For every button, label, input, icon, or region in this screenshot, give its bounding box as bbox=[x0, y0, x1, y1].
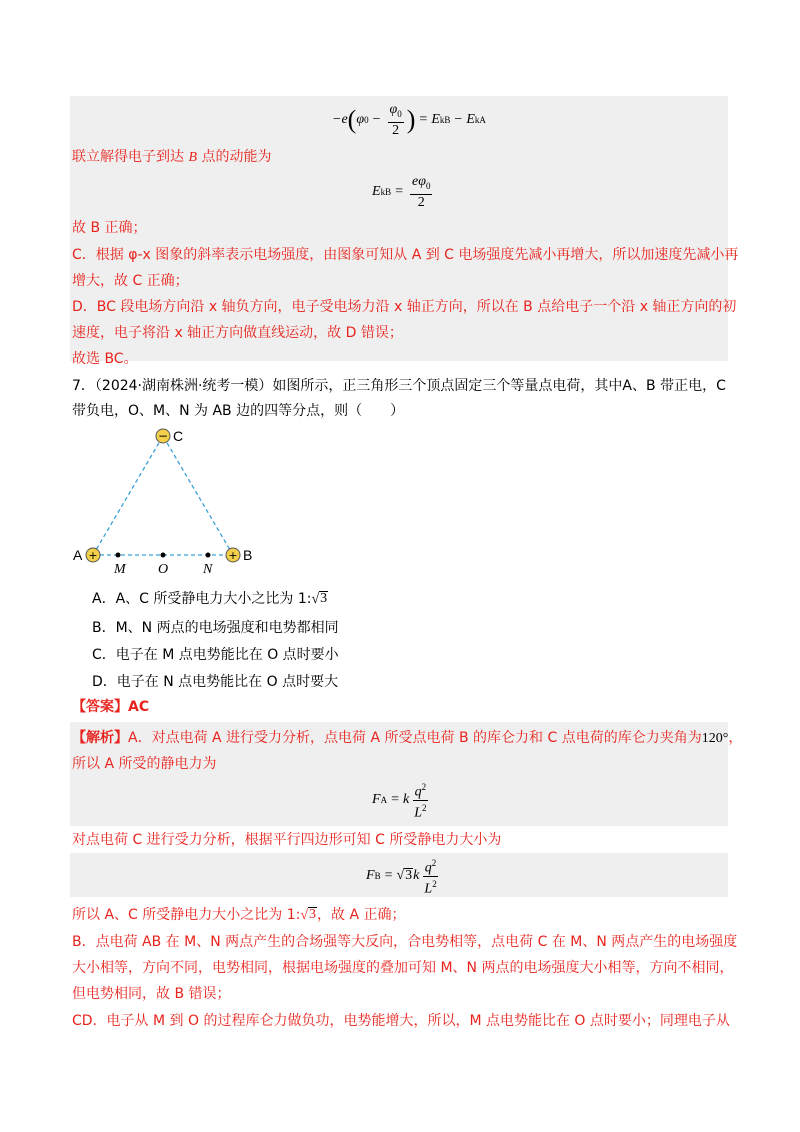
kB-sub: kB bbox=[439, 115, 451, 125]
label-n: N bbox=[203, 562, 213, 574]
fraction bbox=[388, 102, 404, 138]
question7-stem-2: 带负电，O、M、N 为 AB 边的四等分点，则（ ） bbox=[72, 403, 405, 419]
option-d: D．电子在 N 点电势能比在 O 点时要大 bbox=[92, 674, 339, 690]
label-a: A bbox=[73, 547, 83, 563]
E2: E bbox=[466, 112, 475, 127]
option-c: C．电子在 M 点电势能比在 O 点时要小 bbox=[92, 647, 339, 663]
minus: − bbox=[372, 112, 381, 127]
point-o bbox=[161, 553, 166, 558]
analysis-line-1: 【解析】A．对点电荷 A 进行受力分析，点电荷 A 所受点电荷 B 的库仑力和 C 点电荷的库仑力夹角为120°， bbox=[72, 730, 743, 746]
analysis-line-8: CD．电子从 M 到 O 的过程库仑力做负功，电势能增大，所以，M 点电势能比在 O 点时要小；同理电子从 bbox=[72, 1013, 730, 1029]
sign-a: + bbox=[88, 549, 98, 562]
right-paren: ) bbox=[406, 105, 416, 134]
point-n bbox=[206, 553, 211, 558]
line-option-c-1: C．根据 φ-x 图象的斜率表示电场强度，由图象可知从 A 到 C 电场强度先减小再增大，所以加速度先减小再 bbox=[72, 247, 739, 263]
label-c: C bbox=[173, 428, 184, 444]
frac-den: 2 bbox=[392, 122, 400, 138]
formula-kinetic-energy: E kB = $\frac{e\varphi_0}{2}$ bbox=[372, 174, 431, 210]
analysis-line-5: B．点电荷 AB 在 M、N 两点产生的合场强等大反向，合电势相等，点电荷 C 在 M、N 两点产生的电场强度 bbox=[72, 934, 738, 950]
line-b-correct: 故 B 正确； bbox=[72, 220, 147, 236]
analysis-line-4: 所以 A、C 所受静电力大小之比为 1: √ 3 ，故 A 正确； bbox=[72, 907, 406, 923]
triangle-charge-figure bbox=[70, 424, 270, 574]
point-m bbox=[116, 553, 121, 558]
kA-sub: kA bbox=[474, 115, 486, 125]
label-m: M bbox=[114, 562, 126, 574]
line-option-c-2: 增大，故 C 正确； bbox=[72, 273, 189, 289]
option-b: B．M、N 两点的电场强度和电势都相同 bbox=[92, 620, 339, 636]
sign-b: + bbox=[228, 549, 238, 562]
label-o: O bbox=[158, 562, 169, 574]
question7-stem-1: 7．（2024·湖南株洲·统考一模）如图所示，正三角形三个顶点固定三个等量点电荷，其中A、B 带正电，C bbox=[72, 378, 726, 394]
sign-c: − bbox=[157, 429, 169, 443]
line-option-d-1: D．BC 段电场方向沿 x 轴负方向，电子受电场力沿 x 轴正方向，所以在 B 点给电子一个沿 x 轴正方向的初 bbox=[72, 299, 737, 315]
neg-e: −e bbox=[332, 112, 348, 127]
E: E bbox=[431, 112, 440, 127]
line-option-d-2: 速度，电子将沿 x 轴正方向做直线运动，故 D 错误； bbox=[72, 325, 403, 341]
line-choose-bc: 故选 BC。 bbox=[72, 351, 138, 367]
label-b: B bbox=[243, 547, 253, 563]
answer-label: 【答案】AC bbox=[72, 699, 150, 715]
analysis-line-2: 所以 A 所受的静电力为 bbox=[72, 756, 217, 772]
analysis-line-7: 但电势相同，故 B 错误； bbox=[72, 986, 231, 1002]
frac-num-sub: 0 bbox=[397, 108, 402, 119]
formula-energy-equation bbox=[332, 100, 486, 140]
minus2: − bbox=[454, 112, 463, 127]
analysis-line-3: 对点电荷 C 进行受力分析，根据平行四边形可知 C 所受静电力大小为 bbox=[72, 832, 502, 848]
frac-num: φ bbox=[389, 102, 398, 118]
side-bc bbox=[163, 436, 233, 555]
side-ac bbox=[93, 436, 163, 555]
left-paren: ( bbox=[347, 105, 357, 134]
analysis-line-6: 大小相等，方向不同，电势相同，根据电场强度的叠加可知 M、N 两点的电场强度大小相等，方向不相同， bbox=[72, 960, 734, 976]
phi: φ bbox=[356, 112, 365, 127]
phi-sub: 0 bbox=[364, 115, 369, 125]
option-a: A．A、C 所受静电力大小之比为 1: √ 3 bbox=[92, 591, 328, 607]
equals: = bbox=[419, 112, 428, 127]
formula-force-a: F A = k $\frac{q^2}{L^2}$ bbox=[372, 781, 427, 821]
text-kinetic-energy-intro: 联立解得电子到达 B 点的动能为 bbox=[72, 149, 272, 165]
formula-force-b: F B = √ 3 k $\frac{q^2}{L^2}$ bbox=[366, 857, 437, 897]
